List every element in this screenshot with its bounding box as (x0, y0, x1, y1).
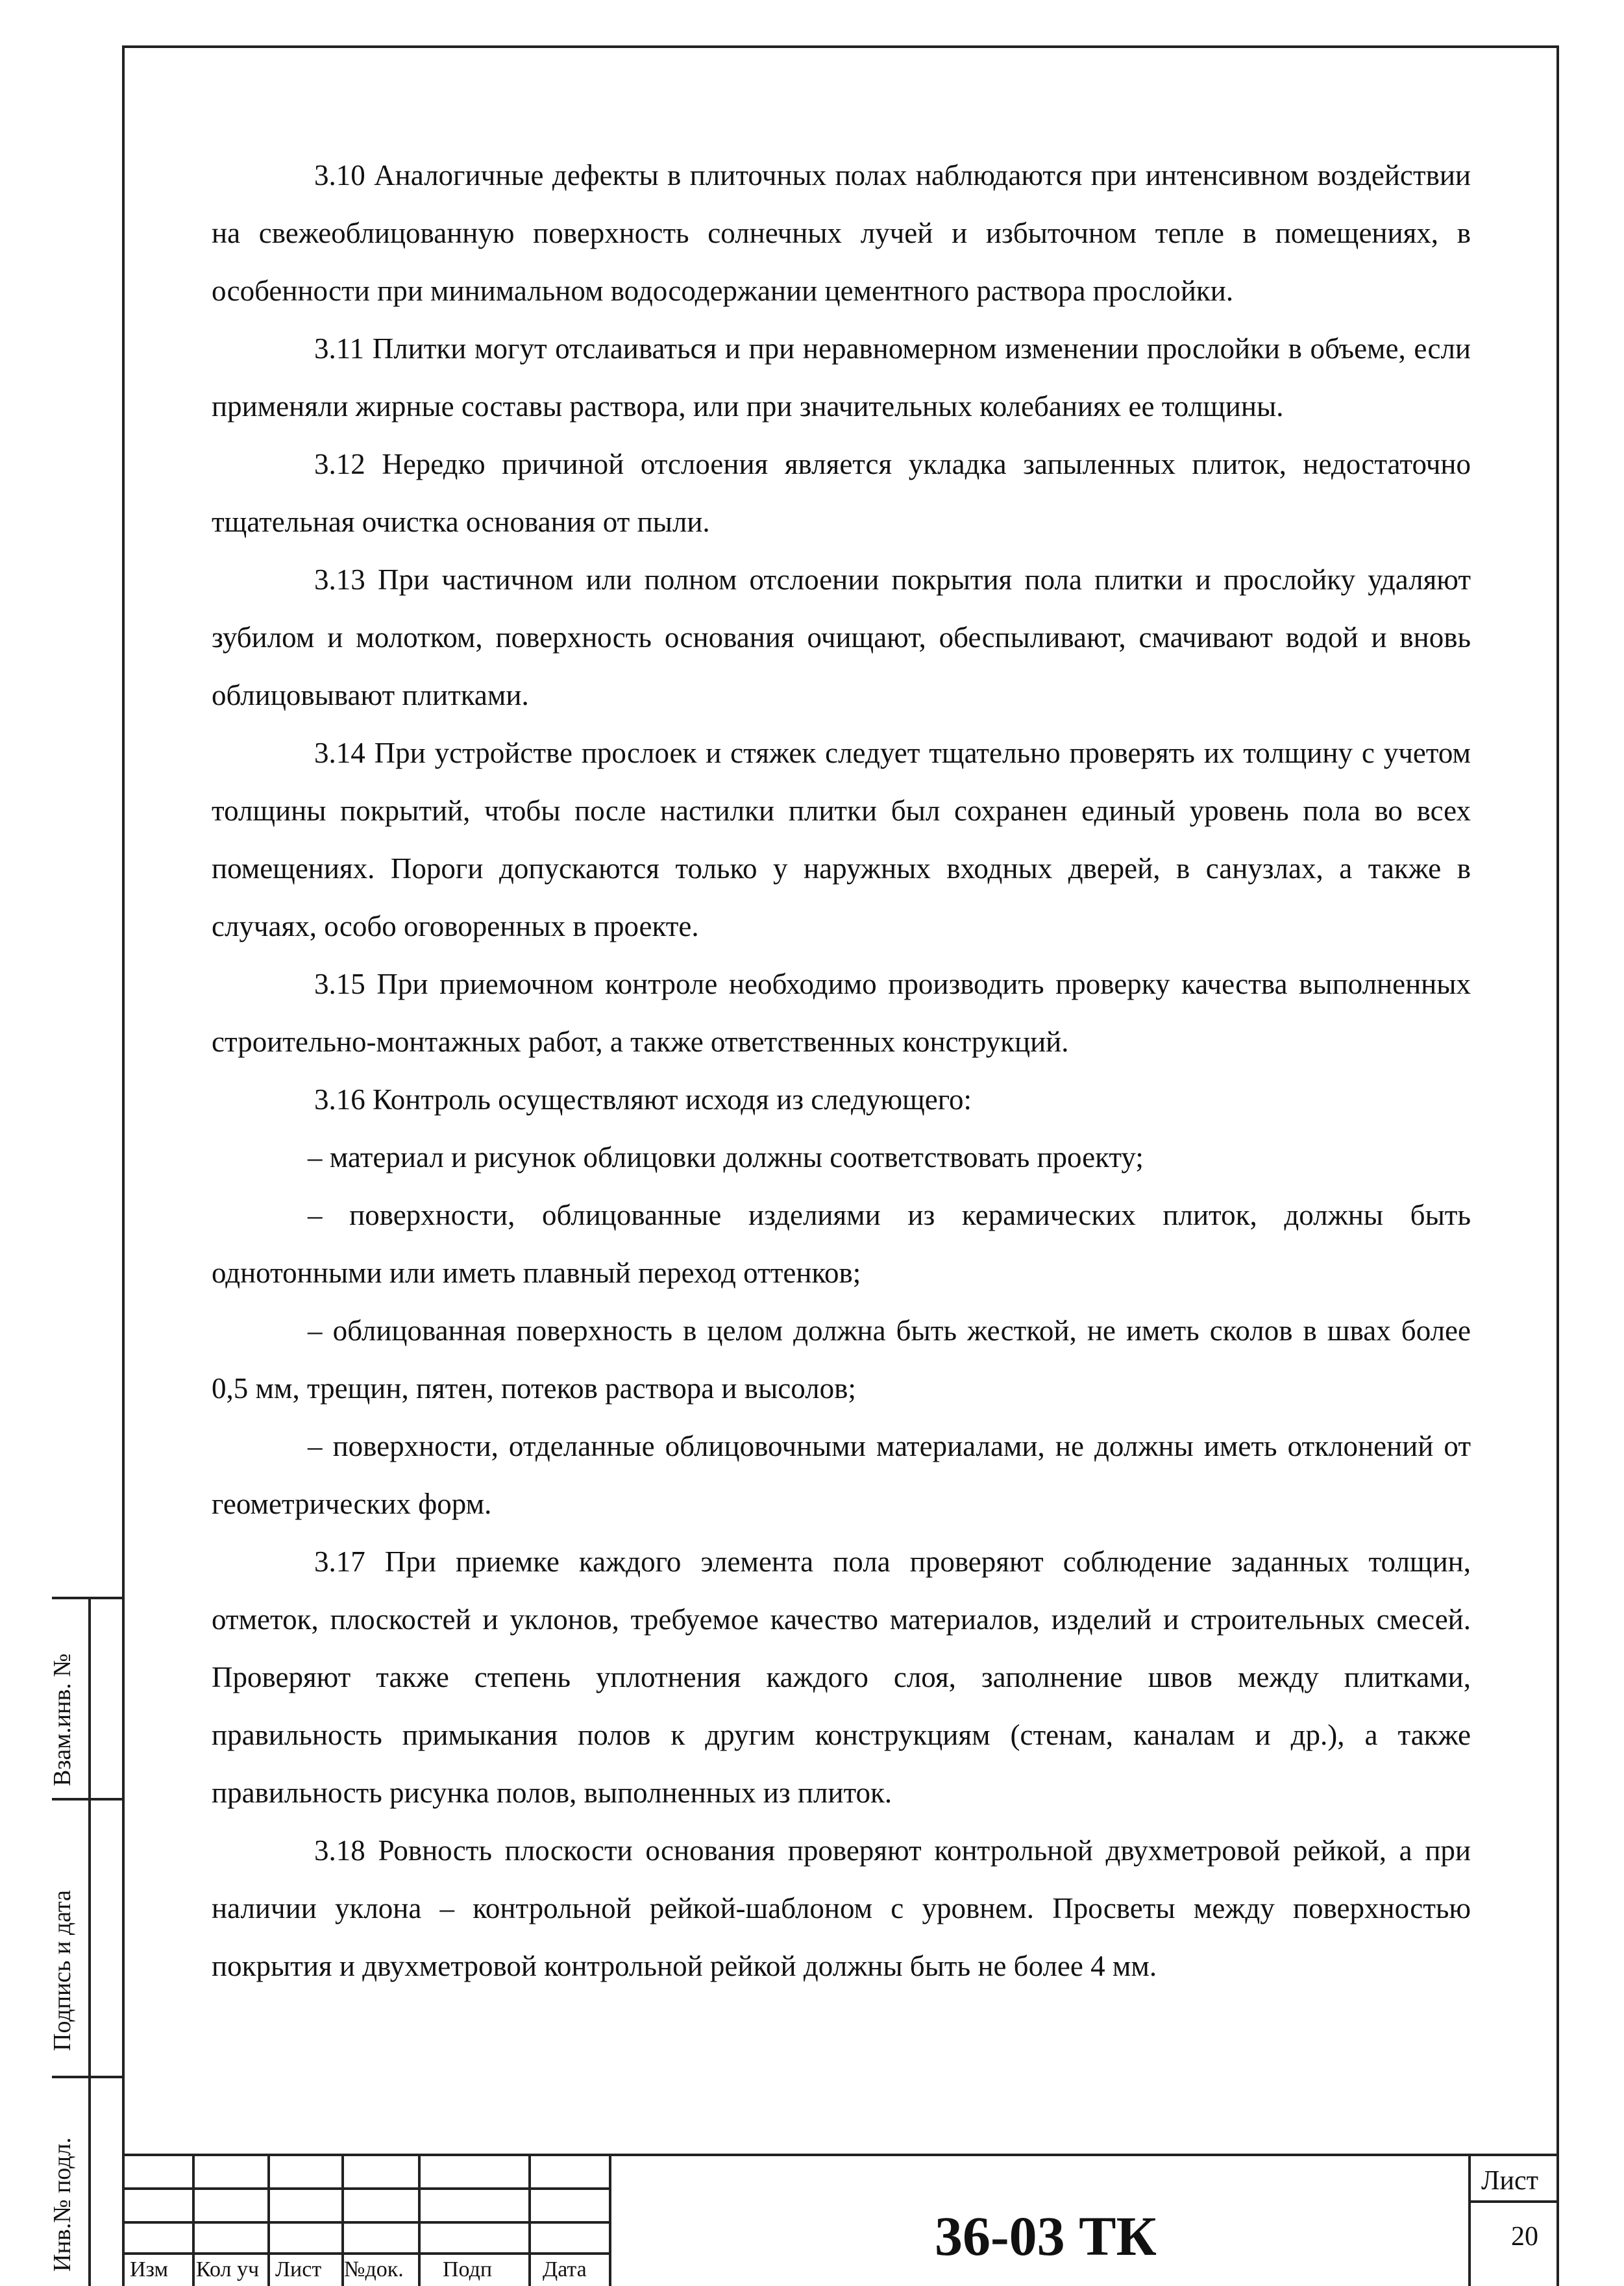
side-stamp-line-2 (52, 1798, 122, 1801)
paragraph-3-17: 3.17 При приемке каждого элемента пола проверяют соблюдение заданных толщин, отметок, плоскостей и уклонов, требуемое качество материалов, изделий и строительных смесей. Проверяют также степень уплотнения каждого слоя, заполнение швов между плитками, правильность примыкания полов к другим конструкциям (стенам, каналам и др.), а также правильность рисунка полов, выполненных из плиток. (212, 1545, 1471, 1809)
paragraph-3-15: 3.15 При приемочном контроле необходимо производить проверку качества выполненных строительно-монтажных работ, а также ответственных конструкций. (212, 968, 1471, 1058)
document-body (212, 147, 1471, 1995)
paragraph-3-16: 3.16 Контроль осуществляют исходя из следующего: (314, 1083, 972, 1116)
list-item-1: – материал и рисунок облицовки должны соответствовать проекту; (308, 1141, 1144, 1174)
side-stamp-line-1 (52, 1597, 122, 1599)
title-block-row-line-1 (122, 2187, 610, 2190)
side-stamp-line-3 (52, 2076, 122, 2078)
paragraph-3-13: 3.13 При частичном или полном отслоении покрытия пола плитки и прослойку удаляют зубилом и молотком, поверхность основания очищают, обеспыливают, смачивают водой и вновь облицовывают плитками. (212, 563, 1471, 711)
col-kol-uch: Кол уч (196, 2257, 260, 2281)
col-divider-1 (192, 2154, 195, 2286)
sheet-label: Лист (1481, 2166, 1538, 2196)
vzam-inv-label: Взам.инв. № (49, 1653, 76, 1786)
title-block-top-line (122, 2154, 1559, 2156)
col-divider-5 (528, 2154, 531, 2286)
col-divider-sheet (1468, 2154, 1471, 2286)
inv-podl-label: Инв.№ подл. (49, 2137, 76, 2272)
col-data: Дата (543, 2257, 587, 2281)
list-item-4: – поверхности, отделанные облицовочными материалами, не должны иметь отклонений от геометрических форм. (212, 1430, 1471, 1520)
list-item-2: – поверхности, облицованные изделиями из керамических плиток, должны быть однотонными или иметь плавный переход оттенков; (212, 1199, 1471, 1289)
title-block-row-line-2 (122, 2221, 610, 2224)
podpis-data-label: Подпись и дата (49, 1889, 76, 2051)
title-block-row-line-3 (122, 2252, 610, 2255)
col-list: Лист (275, 2257, 322, 2281)
document-number: 36-03 ТК (935, 2205, 1157, 2267)
col-divider-6 (609, 2154, 611, 2286)
paragraph-3-11: 3.11 Плитки могут отслаиваться и при неравномерном изменении прослойки в объеме, если применяли жирные составы раствора, или при значительных колебаниях ее толщины. (212, 332, 1471, 423)
sheet-number: 20 (1511, 2222, 1538, 2252)
col-ndok: №док. (344, 2257, 404, 2281)
col-izm: Изм (130, 2257, 169, 2281)
sheet-cell-line (1470, 2200, 1559, 2203)
list-item-3: – облицованная поверхность в целом должна быть жесткой, не иметь сколов в швах более 0,5 мм, трещин, пятен, потеков раствора и высолов; (212, 1314, 1471, 1405)
col-divider-2 (267, 2154, 270, 2286)
col-divider-4 (418, 2154, 421, 2286)
col-podp: Подп (443, 2257, 493, 2281)
paragraph-3-10: 3.10 Аналогичные дефекты в плиточных полах наблюдаются при интенсивном воздействии на свежеоблицованную поверхность солнечных лучей и избыточном тепле в помещениях, в особенности при минимальном водосодержании цементного раствора прослойки. (212, 159, 1471, 307)
paragraph-3-12: 3.12 Нередко причиной отслоения является укладка запыленных плиток, недостаточно тщательная очистка основания от пыли. (212, 448, 1471, 538)
paragraph-3-18: 3.18 Ровность плоскости основания проверяют контрольной двухметровой рейкой, а при наличии уклона – контрольной рейкой-шаблоном с уровнем. Просветы между поверхностью покрытия и двухметровой контрольной рейкой должны быть не более 4 мм. (212, 1834, 1471, 1982)
paragraph-3-14: 3.14 При устройстве прослоек и стяжек следует тщательно проверять их толщину с учетом толщины покрытий, чтобы после настилки плитки был сохранен единый уровень пола во всех помещениях. Пороги допускаются только у наружных входных дверей, в санузлах, а также в случаях, особо оговоренных в проекте. (212, 737, 1471, 942)
side-stamp-divider (88, 1597, 91, 2286)
